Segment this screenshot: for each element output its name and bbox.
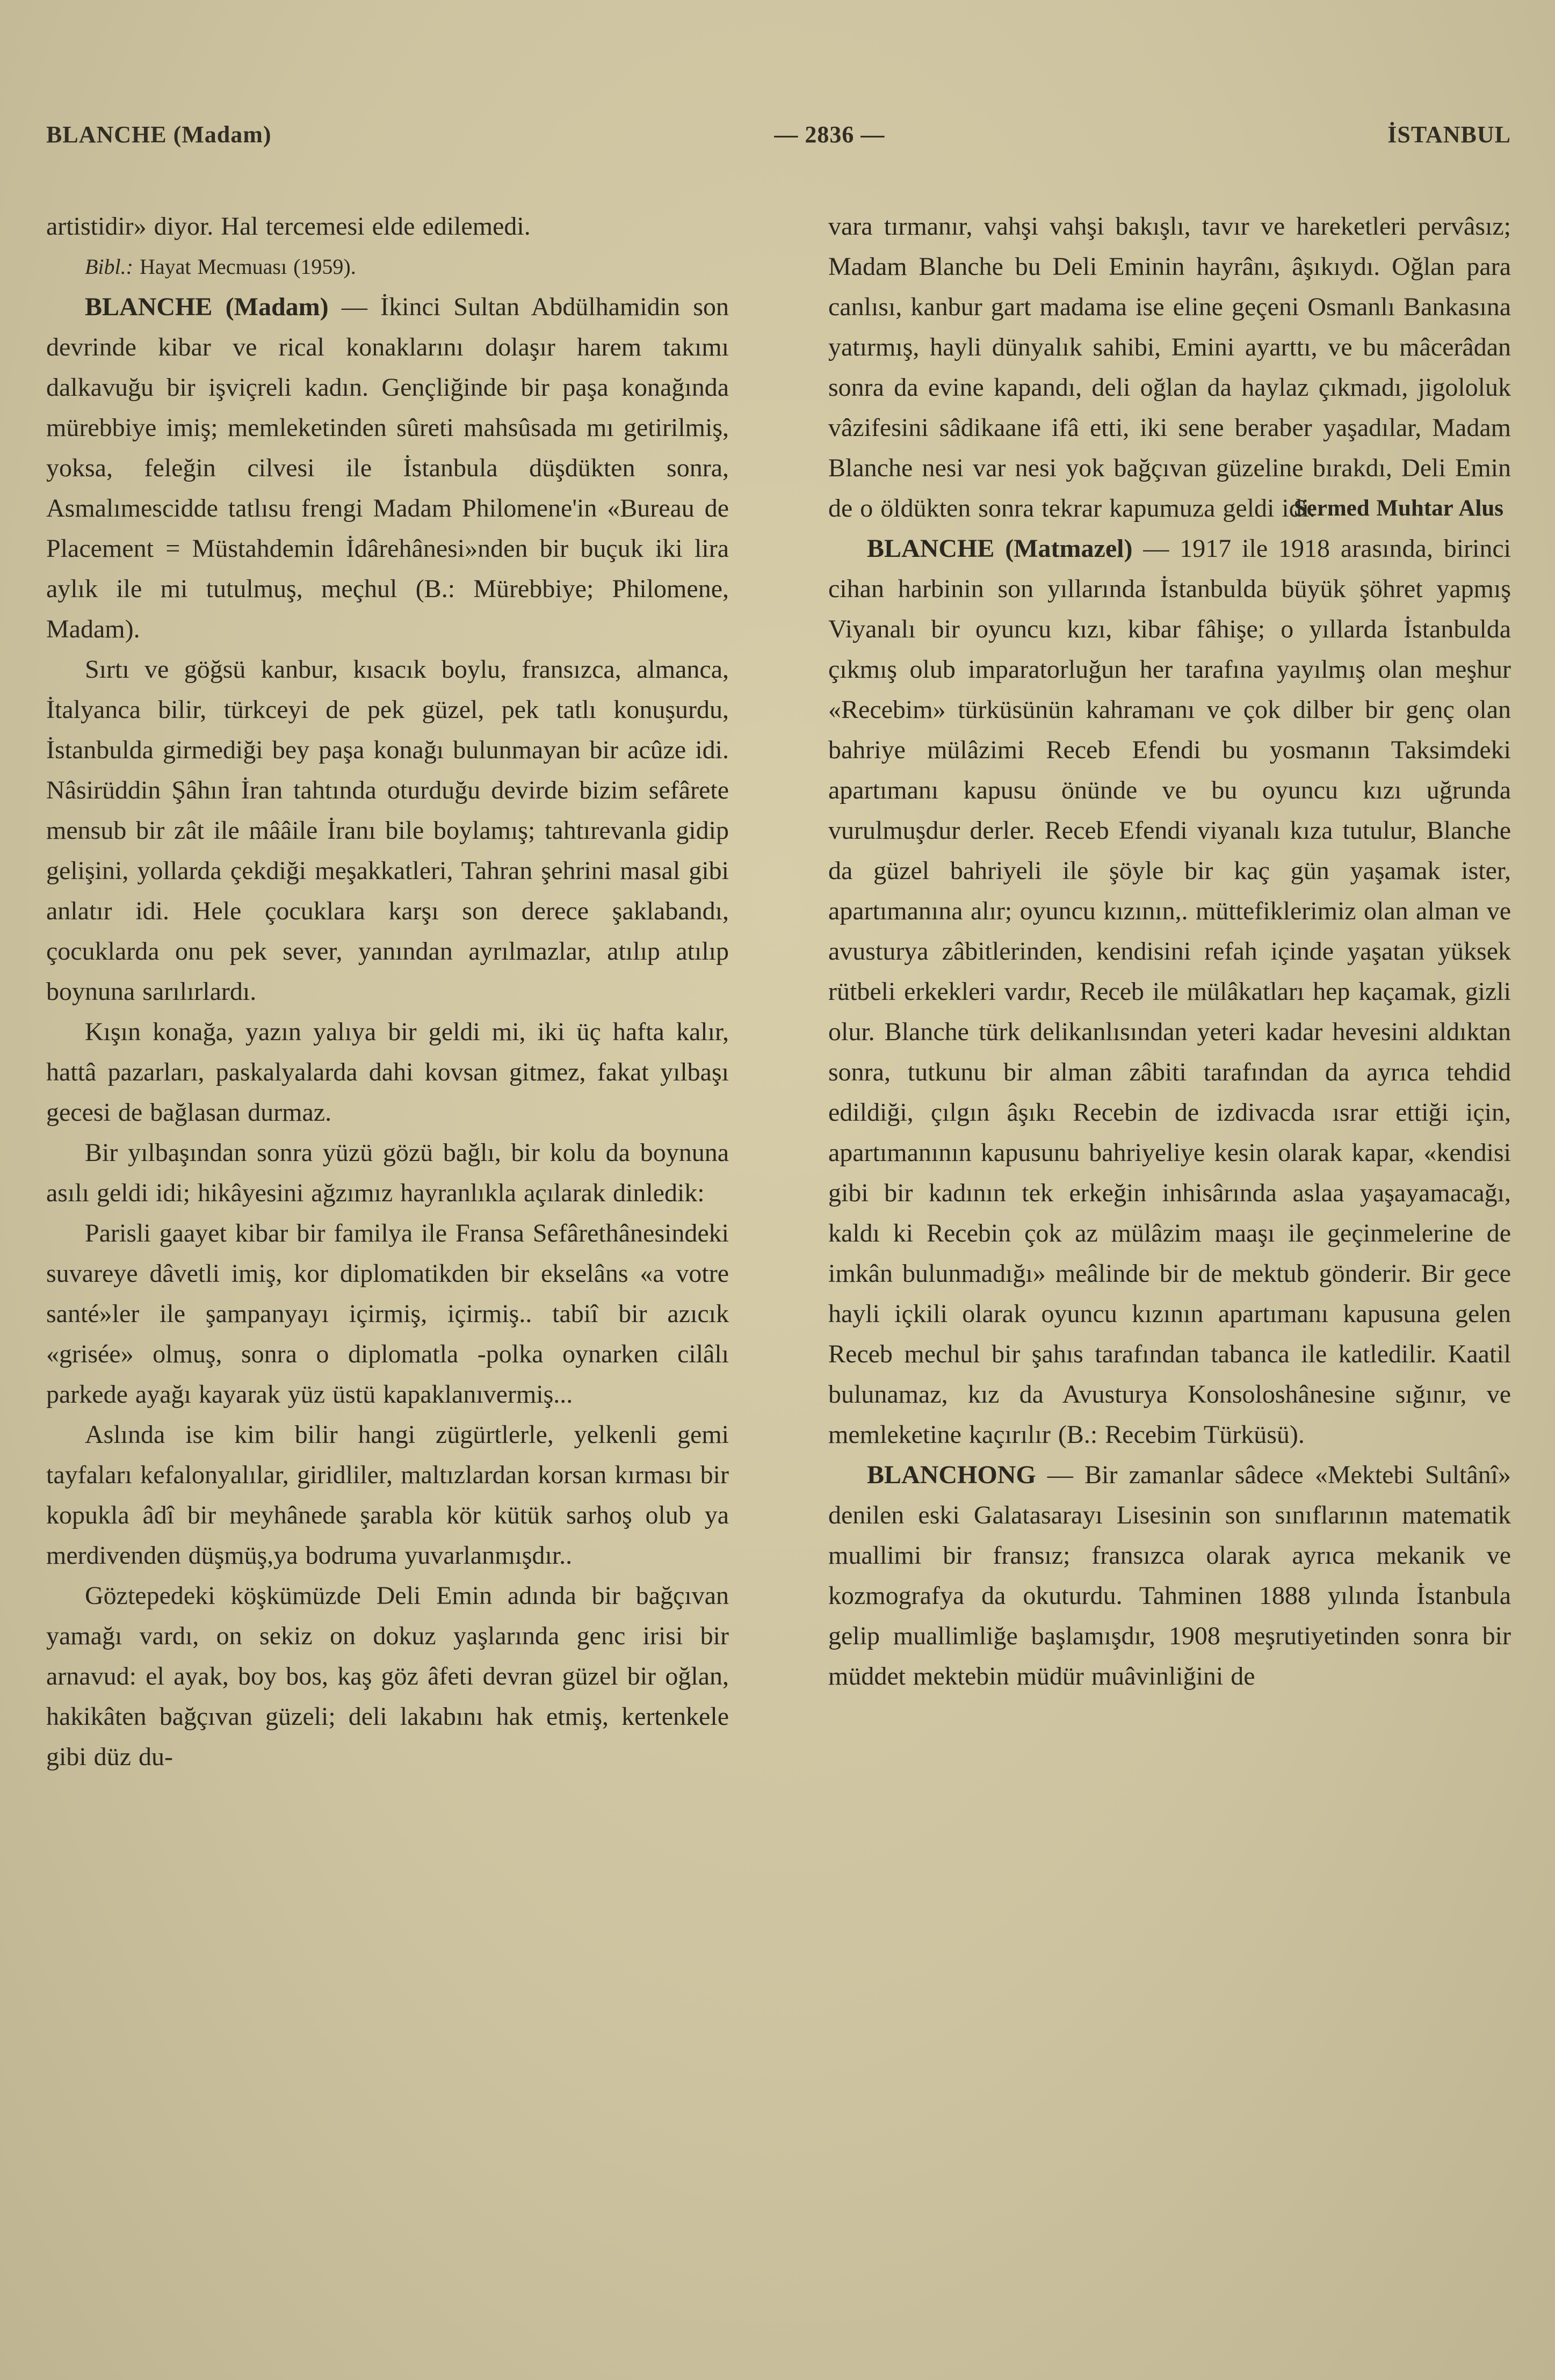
header-volume-title: İSTANBUL	[1387, 121, 1511, 148]
paragraph	[46, 1414, 729, 1576]
paragraph	[46, 1133, 729, 1213]
text-segment: Hayat Mecmuası (1959).	[139, 255, 356, 279]
text-segment: — İkinci Sultan Abdülhamidin son devrinde kibar ve rical konaklarını dolaşır harem takımı dalkavuğu bir işviçreli kadın. Gençliğinde bir paşa konağında mürebbiye imiş; memleketinden sûreti mahsûsada mı getirilmiş, yoksa, feleğin cilvesi ile İstanbula düşdükten sonra, Asmalımescidde tatlısu frengi Madam Philomene'in «Bureau de Placement = Müstahdemin İdârehânesi»nden bir buçuk iki lira aylık ile mi tutulmuş, meçhul (B.: Mürebbiye; Philomene, Madam).	[46, 293, 729, 643]
paragraph	[828, 206, 1511, 528]
entry-headword: Sermed Muhtar Alus	[1293, 496, 1503, 521]
text-segment: — 1917 ile 1918 arasında, birinci cihan harbinin son yıllarında İstanbulda büyük şöhret yapmış Viyanalı bir oyuncu kızı, kibar fâhişe; o yıllarda İstanbulda çıkmış olub imparatorluğun her tarafına yayılmış olan meşhur «Recebim» türküsünün kahramanı ve çok dilber bir genç olan bahriye mülâzimi Receb Efendi bu yosmanın Taksimdeki apartımanı kapusu önünde ve bu oyuncu kızı uğrunda vurulmuşdur derler. Receb Efendi viyanalı kıza tutulur, Blanche da güzel bahriyeli ile şöyle bir kaç gün yaşamak ister, apartımanına alır; oyuncu kızının,. müttefiklerimiz olan alman ve avusturya zâbitlerinden, kendisini refah içinde yaşatan yüksek rütbeli erkekleri vardır, Receb ile mülâkatları hep kaçamak, gizli olur. Blanche türk delikanlısından yeteri kadar hevesini aldıktan sonra, tutkunu bir alman zâbiti tarafından da ayrıca tehdid edildiği, çılgın âşıkı Recebin de izdivacda ısrar ettiği için, apartımanının kapusunu bahriyeliye kesin olarak kapar, «kendisi gibi bir kadının tek erkeğin inhisârında aslaa yaşayamacağı, kaldı ki Recebin çok az mülâzim maaşı ile geçinmelerine de imkân bulunmadığı» meâlinde bir de mektub gönderir. Bir gece hayli içkili olarak oyuncu kızının apartımanı kapusuna gelen Receb mechul bir şahıs tarafından tabanca ile katledilir. Kaatil bulunamaz, kız da Avusturya Konsoloshânesine sığınır, ve memleketine kaçırılır (B.: Recebim Türküsü).	[828, 534, 1511, 1449]
header-page-number: — 2836 —	[774, 121, 885, 148]
paragraph	[46, 246, 729, 287]
text-segment: artistidir» diyor. Hal tercemesi elde edilemedi.	[46, 212, 531, 241]
text-segment: Parisli gaayet kibar bir familya ile Fransa Sefârethânesindeki suvareye dâvetli imiş, kor diplomatikden bir ekselâns «a votre santé»ler ile şampanyayı içirmiş, içirmiş.. tabiî bir azıcık «grisée» olmuş, sonra o diplomatla -polka oynarken cilâlı parkede ayağı kayarak yüz üstü kapaklanıvermiş...	[46, 1219, 729, 1409]
entry-headword: BLANCHONG	[867, 1461, 1036, 1489]
paragraph	[46, 1576, 729, 1777]
text-segment: Göztepedeki köşkümüzde Deli Emin adında bir bağçıvan yamağı vardı, on sekiz on dokuz yaşlarında genc irisi bir arnavud: el ayak, boy bos, kaş göz âfeti devran güzel bir oğlan, hakikâten bağçıvan güzeli; deli lakabını hak etmiş, kertenkele gibi düz du-	[46, 1581, 729, 1771]
paragraph	[828, 528, 1511, 1455]
text-columns	[46, 206, 1511, 1777]
text-segment: Aslında ise kim bilir hangi zügürtlerle, yelkenli gemi tayfaları kefalonyalılar, giridliler, maltızlardan korsan kırması bir kopukla âdî bir meyhânede şarabla kör kütük sarhoş olub ya merdivenden düşmüş,ya bodruma yuvarlanmışdır..	[46, 1420, 729, 1570]
text-segment: — Bir zamanlar sâdece «Mektebi Sultânî» denilen eski Galatasarayı Lisesinin son sınıflarının matematik muallimi bir fransız; fransızca olarak ayrıca mekanik ve kozmografya da okuturdu. Tahminen 1888 yılında İstanbula gelip muallimliğe başlamışdır, 1908 meşrutiyetinden sonra bir müddet mektebin müdür muâvinliğini de	[828, 1461, 1511, 1690]
text-segment: Kışın konağa, yazın yalıya bir geldi mi, iki üç hafta kalır, hattâ pazarları, paskalyalarda dahi kovsan gitmez, fakat yılbaşı gecesi de bağlasan durmaz.	[46, 1018, 729, 1127]
paragraph	[46, 1012, 729, 1133]
entry-headword: BLANCHE (Matmazel)	[867, 534, 1133, 563]
running-header	[46, 121, 1511, 148]
paragraph	[46, 649, 729, 1012]
paragraph	[46, 206, 729, 246]
text-segment: Bibl.:	[85, 255, 140, 279]
right-column	[828, 206, 1511, 1777]
entry-headword: BLANCHE (Madam)	[85, 293, 329, 321]
paragraph	[828, 1455, 1511, 1696]
left-column	[46, 206, 729, 1777]
text-segment: vara tırmanır, vahşi vahşi bakışlı, tavır ve hareketleri pervâsız; Madam Blanche bu Deli Eminin hayrânı, âşıkıydı. Oğlan para canlısı, kanbur gart madama ise eline geçeni Osmanlı Bankasına yatırmış, hayli dünyalık sahibi, Emini ayarttı, ve bu mâcerâdan sonra da evine kapandı, deli oğlan da haylaz çıkmadı, jigololuk vâzifesini sâdikaane ifâ etti, iki sene beraber yaşadılar, Madam Blanche nesi var nesi yok bağçıvan güzeline bırakdı, Deli Emin de o öldükten sonra tekrar kapumuza geldi idi.	[828, 212, 1511, 523]
text-segment: Bir yılbaşından sonra yüzü gözü bağlı, bir kolu da boynuna asılı geldi idi; hikâyesini ağzımız hayranlıkla açılarak dinledik:	[46, 1138, 729, 1207]
header-entry-title: BLANCHE (Madam)	[46, 121, 272, 148]
paragraph	[46, 287, 729, 649]
paragraph	[46, 1213, 729, 1414]
text-segment: Sırtı ve göğsü kanbur, kısacık boylu, fransızca, almanca, İtalyanca bilir, türkceyi de pek güzel, pek tatlı konuşurdu, İstanbulda girmediği bey paşa konağı bulunmayan bir acûze idi. Nâsirüddin Şâhın İran tahtında oturduğu devirde bizim sefârete mensub bir zât ile mââile İranı bile boylamış; tahtırevanla gidip gelişini, yollarda çekdiği meşakkatleri, Tahran şehrini masal gibi anlatır idi. Hele çocuklara karşı son derece şaklabandı, çocuklarda onu pek sever, yanından ayrılmazlar, atılıp atılıp boynuna sarılırlardı.	[46, 655, 729, 1006]
